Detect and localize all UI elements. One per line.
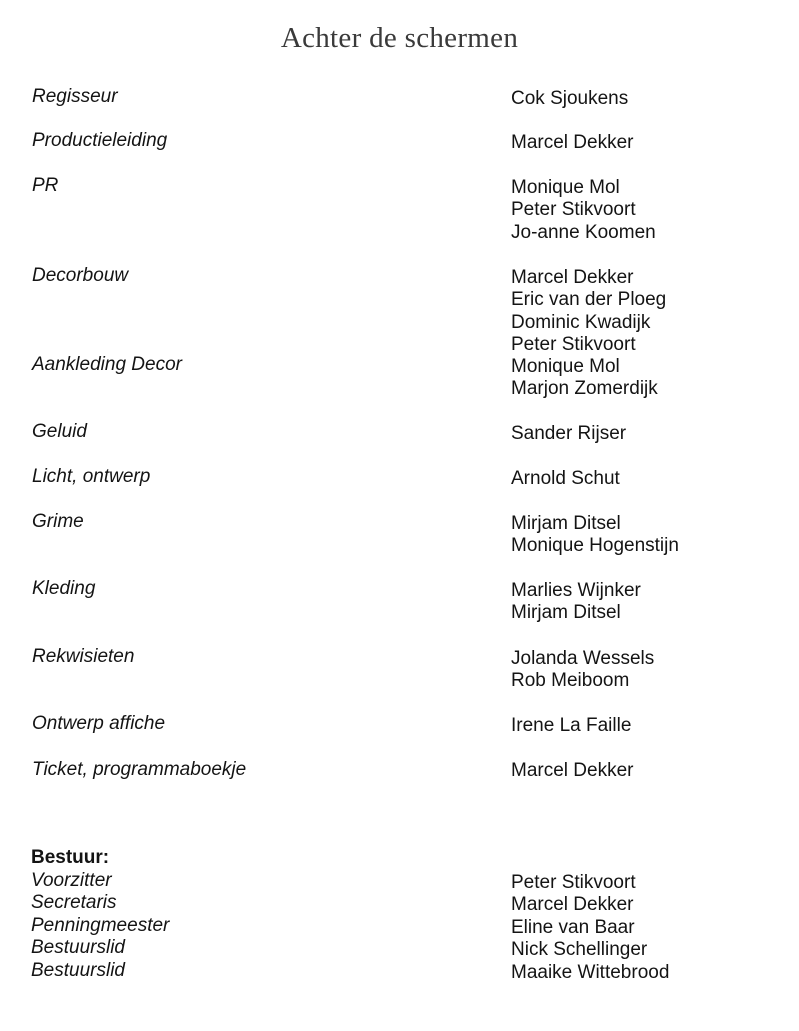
page-title: Achter de schermen	[280, 22, 519, 54]
credit-role-ticket-programmaboekje: Ticket, programmaboekje	[32, 759, 247, 780]
credit-name: Mirjam Ditsel	[511, 513, 621, 534]
credit-role-licht-ontwerp: Licht, ontwerp	[32, 466, 151, 487]
credit-role-grime: Grime	[32, 511, 84, 532]
credit-name: Cok Sjoukens	[511, 88, 629, 109]
credit-names-kleding	[511, 580, 641, 625]
credit-name: Arnold Schut	[511, 468, 620, 489]
credit-role-geluid: Geluid	[32, 421, 87, 442]
board-names	[511, 872, 669, 984]
credit-names-pr	[511, 177, 656, 244]
credit-name: Monique Mol	[511, 177, 620, 198]
board-member-name: Maaike Wittebrood	[511, 961, 670, 983]
credit-name: Marlies Wijnker	[511, 580, 641, 601]
credit-name: Marcel Dekker	[511, 267, 634, 288]
credit-name: Jolanda Wessels	[511, 648, 655, 669]
credit-name: Mirjam Ditsel	[511, 602, 621, 624]
credit-name: Monique Mol	[511, 356, 620, 377]
credit-name: Peter Stikvoort	[511, 334, 636, 356]
board-member-name: Nick Schellinger	[511, 939, 648, 961]
credit-role-decorbouw: Decorbouw	[32, 265, 129, 286]
board-heading: Bestuur:	[31, 847, 110, 868]
credit-role-ontwerp-affiche: Ontwerp affiche	[32, 713, 166, 734]
credit-role-productieleiding: Productieleiding	[32, 130, 168, 151]
board-roles	[31, 870, 169, 982]
credit-name: Sander Rijser	[511, 423, 627, 444]
credit-name: Rob Meiboom	[511, 670, 630, 692]
board-role: Bestuurslid	[31, 937, 125, 959]
credit-names-geluid	[511, 423, 626, 445]
credit-role-kleding: Kleding	[32, 578, 96, 599]
board-member-name: Eline van Baar	[511, 916, 635, 938]
credit-name: Irene La Faille	[511, 715, 632, 736]
board-member-name: Marcel Dekker	[511, 894, 634, 916]
credit-name: Peter Stikvoort	[511, 199, 636, 221]
credit-names-productieleiding	[511, 132, 633, 154]
credit-name: Monique Hogenstijn	[511, 535, 679, 557]
credit-name: Eric van der Ploeg	[511, 289, 667, 311]
board-member-name: Peter Stikvoort	[511, 872, 636, 893]
credit-names-licht-ontwerp	[511, 468, 620, 490]
credit-name: Jo-anne Koomen	[511, 221, 656, 243]
credit-role-rekwisieten: Rekwisieten	[32, 646, 135, 667]
credit-name: Marcel Dekker	[511, 132, 634, 153]
credit-names-ontwerp-affiche	[511, 715, 631, 737]
credit-role-aankleding-decor: Aankleding Decor	[32, 354, 182, 375]
credit-names-ticket-programmaboekje	[511, 760, 633, 782]
board-role: Voorzitter	[31, 870, 112, 891]
credit-names-regisseur	[511, 88, 628, 110]
credit-name: Dominic Kwadijk	[511, 311, 651, 333]
credit-names-grime	[511, 513, 679, 558]
credit-role-pr: PR	[32, 175, 59, 196]
credit-role-regisseur: Regisseur	[32, 86, 118, 107]
board-role: Penningmeester	[31, 914, 170, 936]
board-role: Secretaris	[31, 892, 117, 914]
credit-name: Marcel Dekker	[511, 760, 634, 781]
credit-names-decorbouw	[511, 267, 666, 357]
credit-name: Marjon Zomerdijk	[511, 378, 658, 400]
credit-names-aankleding-decor	[511, 356, 658, 401]
board-role: Bestuurslid	[31, 959, 125, 981]
credit-names-rekwisieten	[511, 648, 654, 693]
